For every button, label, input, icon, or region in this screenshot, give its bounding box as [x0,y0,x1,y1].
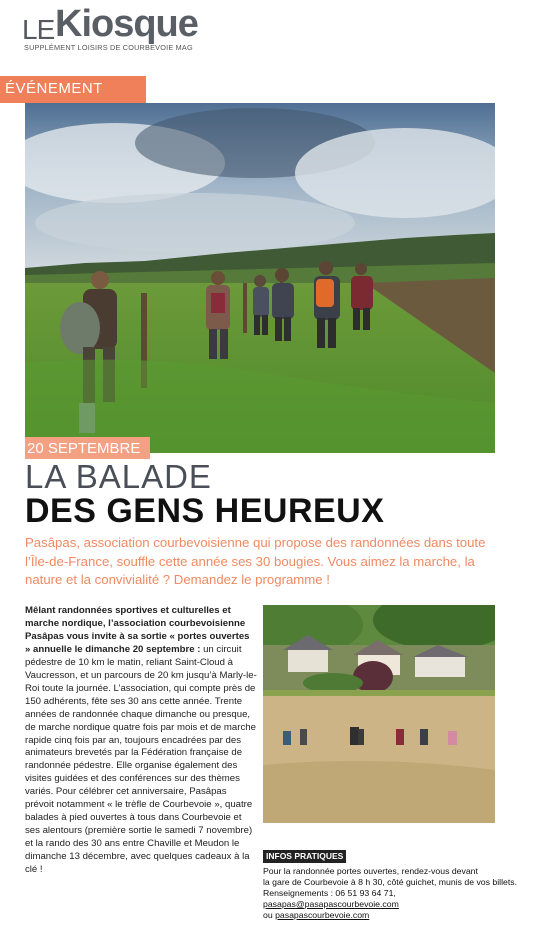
article-title-line-1: LA BALADE [25,458,212,495]
secondary-photo-field [263,605,495,823]
infos-pratiques [263,850,518,921]
date-tag [25,437,150,459]
infos-line-3: Renseignements : 06 51 93 64 71, [263,888,396,898]
section-label: ÉVÉNEMENT [5,80,103,97]
masthead-logo [22,2,262,52]
website-link[interactable]: pasapascourbevoie.com [275,910,370,920]
section-banner [0,76,146,103]
infos-website-line [263,910,503,921]
infos-line-1: Pour la randonnée portes ouvertes, rendez-vous devant [263,866,478,876]
article-title-line-2: DES GENS HEUREUX [25,492,385,530]
logo-le: LE [22,14,55,45]
email-link[interactable]: pasapas@pasapascourbevoie.com [263,899,399,909]
article-lead: Pasâpas, association courbevoisienne qui propose des randonnées dans toute l’Île-de-France, souffle cette année ses 30 bougies. Vous aimez la marche, la nature et la convivialité ? Demandez le programme ! [25,535,486,587]
infos-or: ou [263,910,273,920]
article-body-text: un circuit pédestre de 10 km le matin, reliant Saint-Cloud à Vaucresson, et un parcours de 20 km jusqu’à Marly-le-Roi toute la journée. L’association, qui compte près de 150 adhérents, fête ses 30 ans cette année. Trente années de randonnée chaque dimanche ou presque, de marche nordique quatre fois par mois et de marche rapide cinq fois par an, toujours encadrées par des animateurs brevetés par la Fédération française de randonnée pédestre. Elle organise également des visites guidées et des conférences sur des thèmes variés. Pour célébrer cet anniversaire, Pasâpas prévoit notamment « le trèfle de Courbevoie », quatre balades à pied ouvertes à tous dans Courbevoie et ses alentours (première sortie le samedi 7 novembre) et la rando des 30 ans entre Chaville et Meudon le dimanche 13 décembre, avec quelques cadeaux à la clé ! [25,643,257,876]
infos-title: INFOS PRATIQUES [263,850,346,863]
main-photo-hikers [25,103,495,453]
logo-kiosque: Kiosque [55,3,198,45]
article-body-intro: Mêlant randonnées sportives et culturelles et marche nordique, l’association courbevoisienne Pasâpas vous invite à sa sortie « portes ouvertes » annuelle le dimanche 20 septembre : [25,605,250,655]
logo-subtitle: SUPPLÉMENT LOISIRS DE COURBEVOIE MAG [24,43,193,52]
infos-line-2: la gare de Courbevoie à 8 h 30, côté guichet, munis de vos billets. [263,877,518,887]
article-body [25,605,257,877]
date-label: 20 SEPTEMBRE [27,440,141,457]
